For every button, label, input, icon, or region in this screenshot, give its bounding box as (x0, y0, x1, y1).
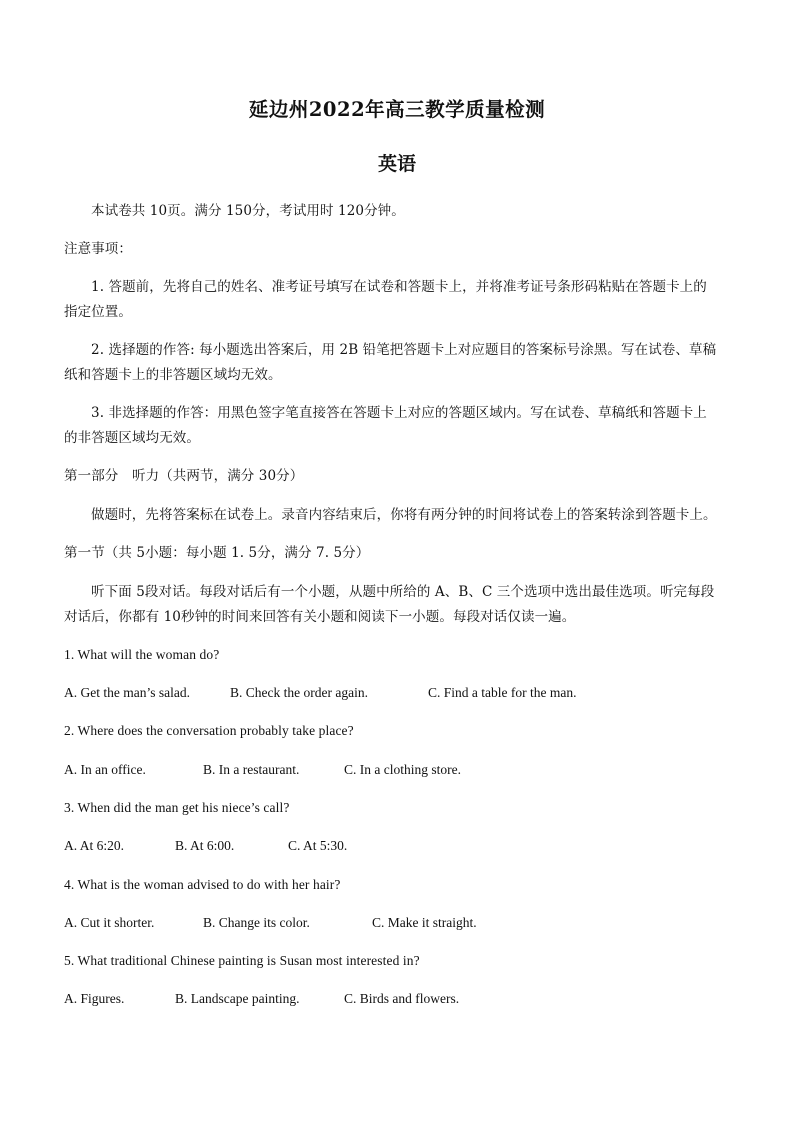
question-5-option-c: C. Birds and flowers. (344, 991, 460, 1006)
question-2-option-b: B. In a restaurant. (203, 762, 300, 777)
question-3-option-a: A. At 6:20. (64, 838, 125, 853)
notice-heading: 注意事项： (64, 241, 132, 257)
section1-heading: 第一节（共 5小题：每小题 1. 5分，满分 7. 5分） (64, 545, 370, 561)
notice-2-line-1: 2. 选择题的作答: 每小题选出答案后，用 2B 铅笔把答题卡上对应题目的答案标号涂黑。写在试卷、草稿 (91, 342, 717, 358)
exam-subject: 英语 (377, 153, 416, 175)
exam-intro: 本试卷共 10页。满分 150分，考试用时 120分钟。 (91, 203, 405, 219)
section1-instruction-line-1: 听下面 5段对话。每段对话后有一个小题，从题中所给的 A、B、C 三个选项中选出最佳选项。听完每段 (91, 584, 715, 600)
question-2-stem: 2. Where does the conversation probably take place? (64, 723, 354, 738)
question-5-option-b: B. Landscape painting. (175, 991, 300, 1006)
question-4-option-c: C. Make it straight. (372, 915, 477, 930)
section1-instruction-line-2: 对话后，你都有 10秒钟的时间来回答有关小题和阅读下一小题。每段对话仅读一遍。 (64, 609, 576, 625)
question-4-stem: 4. What is the woman advised to do with her hair? (64, 877, 341, 892)
question-1-stem: 1. What will the woman do? (64, 647, 220, 662)
question-3-option-c: C. At 5:30. (288, 838, 348, 853)
question-5-stem: 5. What traditional Chinese painting is Susan most interested in? (64, 953, 420, 968)
question-4-option-a: A. Cut it shorter. (64, 915, 155, 930)
exam-title: 延边州2022年高三教学质量检测 (248, 98, 546, 121)
question-3-stem: 3. When did the man get his niece’s call? (64, 800, 290, 815)
notice-2-line-2: 纸和答题卡上的非答题区域均无效。 (64, 367, 282, 383)
question-1-option-a: A. Get the man’s salad. (64, 685, 190, 700)
question-2-option-c: C. In a clothing store. (344, 762, 461, 777)
question-2-option-a: A. In an office. (64, 762, 146, 777)
notice-3-line-1: 3. 非选择题的作答：用黑色签字笔直接答在答题卡上对应的答题区域内。写在试卷、草稿纸和答题卡上 (91, 405, 707, 421)
question-3-option-b: B. At 6:00. (175, 838, 235, 853)
notice-3-line-2: 的非答题区域均无效。 (64, 430, 200, 446)
question-4-option-b: B. Change its color. (203, 915, 310, 930)
question-5-option-a: A. Figures. (64, 991, 125, 1006)
question-1-option-c: C. Find a table for the man. (428, 685, 577, 700)
part1-instruction: 做题时，先将答案标在试卷上。录音内容结束后，你将有两分钟的时间将试卷上的答案转涂到答题卡上。 (91, 507, 717, 523)
question-1-option-b: B. Check the order again. (230, 685, 368, 700)
notice-1-line-1: 1. 答题前，先将自己的姓名、准考证号填写在试卷和答题卡上，并将准考证号条形码粘贴在答题卡上的 (91, 279, 707, 295)
notice-1-line-2: 指定位置。 (64, 304, 132, 320)
part1-heading: 第一部分 听力（共两节，满分 30分） (64, 468, 304, 484)
